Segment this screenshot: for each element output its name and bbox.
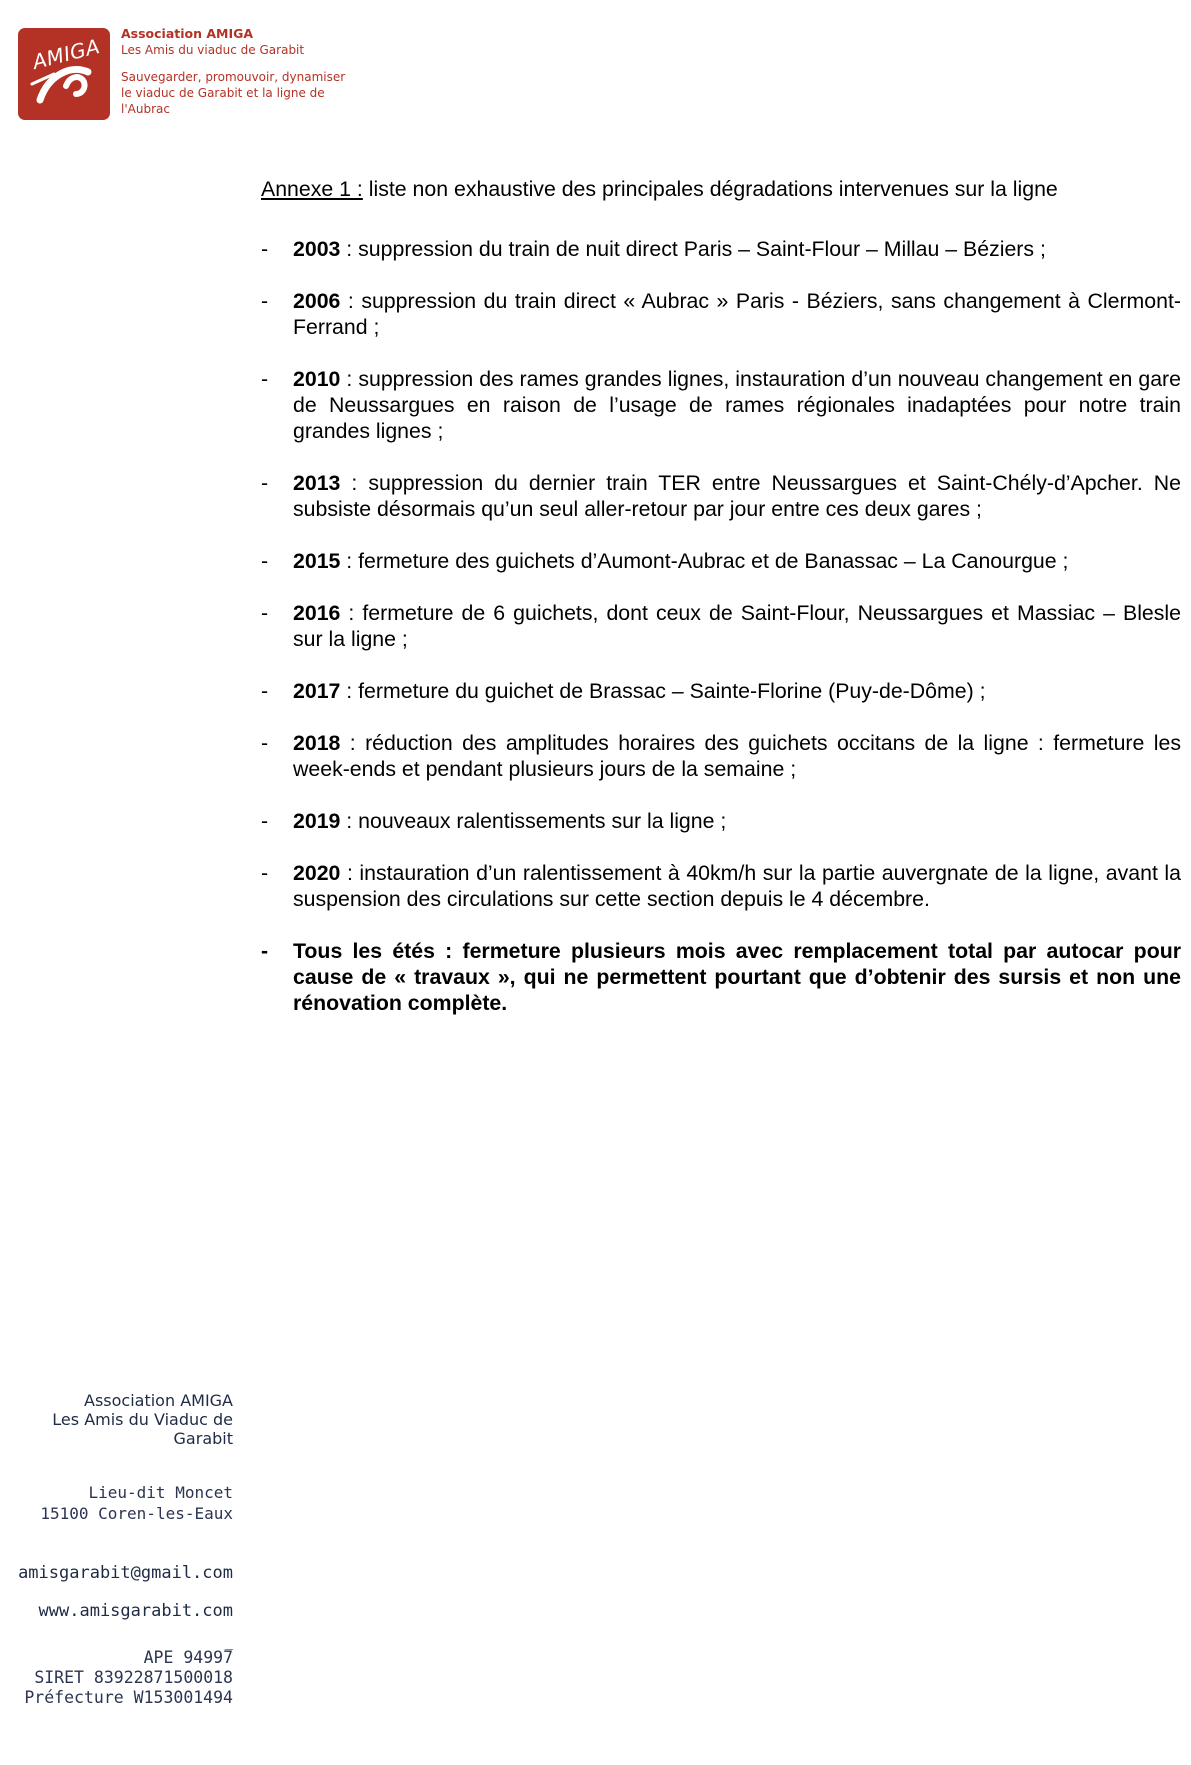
amiga-logo-badge — [18, 28, 110, 120]
list-item-year: 2020 — [293, 861, 341, 885]
list-item — [261, 730, 1181, 782]
logo-org-subtitle: Les Amis du viaduc de Garabit — [121, 43, 305, 57]
list-item-text: : suppression du train direct « Aubrac » Paris - Béziers, sans changement à Clermont-Ferrand ; — [293, 289, 1181, 339]
list-item — [261, 548, 1181, 574]
annex-label: Annexe 1 : — [261, 177, 363, 201]
footer-org-subtitle: Les Amis du Viaduc de Garabit — [52, 1410, 233, 1448]
list-dash: - — [261, 237, 269, 261]
list-dash: - — [261, 809, 269, 833]
list-item-text: : fermeture de 6 guichets, dont ceux de Saint-Flour, Neussargues et Massiac – Blesle sur la ligne ; — [293, 601, 1181, 651]
list-dash: - — [261, 289, 269, 313]
logo-org-name: Association AMIGA — [121, 26, 254, 41]
list-dash: - — [261, 601, 269, 625]
list-item-text: : instauration d’un ralentissement à 40km/h sur la partie auvergnate de la ligne, avant la suspension des circulations sur cette section depuis le 4 décembre. — [293, 861, 1181, 911]
list-item-text: : fermeture du guichet de Brassac – Sainte-Florine (Puy-de-Dôme) ; — [340, 679, 986, 703]
list-item-year: 2016 — [293, 601, 341, 625]
list-item-year: 2010 — [293, 367, 341, 391]
list-item-summer-closures — [261, 938, 1181, 1016]
logo-tagline — [121, 69, 348, 117]
list-item-year: 2018 — [293, 731, 341, 755]
list-item-year: 2003 — [293, 237, 341, 261]
list-item-year: 2015 — [293, 549, 341, 573]
footer-siret: SIRET 83922871500018 — [34, 1668, 233, 1687]
list-item-text: : suppression du dernier train TER entre Neussargues et Saint-Chély-d’Apcher. Ne subsiste désormais qu’un seul aller-retour par jour entre ces deux gares ; — [293, 471, 1181, 521]
footer-org-name: Association AMIGA — [84, 1391, 233, 1410]
list-item — [261, 236, 1181, 262]
list-item-text: : fermeture des guichets d’Aumont-Aubrac et de Banassac – La Canourgue ; — [340, 549, 1069, 573]
list-dash: - — [261, 939, 269, 963]
footer-address-line2: 15100 Coren-les-Eaux — [40, 1504, 233, 1523]
footer-contact — [0, 1391, 233, 1708]
list-item — [261, 366, 1181, 444]
annex-title — [261, 176, 1181, 202]
list-item-text: Tous les étés : fermeture plusieurs mois avec remplacement total par autocar pour cause de « travaux », qui ne permettent pourtant que d’obtenir des sursis et non une rénovation complète. — [293, 939, 1181, 1015]
logo-tagline-line2: le viaduc de Garabit et la ligne de l'Aubrac — [121, 86, 325, 116]
list-item — [261, 678, 1181, 704]
document-body — [261, 176, 1181, 1042]
footer-prefecture: Préfecture W153001494 — [24, 1688, 233, 1707]
list-item — [261, 288, 1181, 340]
degradations-list — [261, 236, 1181, 1016]
footer-email-link[interactable]: amisgarabit@gmail.com — [18, 1563, 233, 1583]
list-item-year: 2006 — [293, 289, 341, 313]
list-item-text: : suppression des rames grandes lignes, instauration d’un nouveau changement en gare de Neussargues en raison de l’usage de rames régionales inadaptées pour notre train grandes lignes ; — [293, 367, 1181, 443]
annex-title-text: liste non exhaustive des principales dégradations intervenues sur la ligne — [362, 177, 1058, 201]
list-dash: - — [261, 549, 269, 573]
list-item-text: : nouveaux ralentissements sur la ligne ; — [340, 809, 727, 833]
list-item — [261, 470, 1181, 522]
logo-tagline-line1: Sauvegarder, promouvoir, dynamiser — [121, 70, 346, 84]
list-item — [261, 860, 1181, 912]
logo-texts — [121, 26, 348, 117]
footer-website-link[interactable]: www.amisgarabit.com — [38, 1601, 233, 1621]
list-dash: - — [261, 367, 269, 391]
footer-address — [0, 1482, 233, 1524]
list-dash: - — [261, 471, 269, 495]
list-dash: - — [261, 679, 269, 703]
header-logo — [18, 26, 348, 121]
footer-separator: _ — [224, 1634, 233, 1650]
list-item — [261, 808, 1181, 834]
footer-address-line1: Lieu-dit Moncet — [88, 1483, 233, 1502]
list-item-year: 2017 — [293, 679, 341, 703]
logo-badge-text: AMIGA — [30, 34, 103, 74]
list-item-year: 2013 — [293, 471, 341, 495]
list-item — [261, 600, 1181, 652]
list-dash: - — [261, 731, 269, 755]
list-item-year: 2019 — [293, 809, 341, 833]
list-item-text: : réduction des amplitudes horaires des guichets occitans de la ligne : fermeture les week-ends et pendant plusieurs jours de la semaine ; — [293, 731, 1181, 781]
list-item-text: : suppression du train de nuit direct Paris – Saint-Flour – Millau – Béziers ; — [340, 237, 1046, 261]
footer-ape: APE 94997 — [143, 1648, 233, 1667]
list-dash: - — [261, 861, 269, 885]
footer-legal — [0, 1648, 233, 1708]
